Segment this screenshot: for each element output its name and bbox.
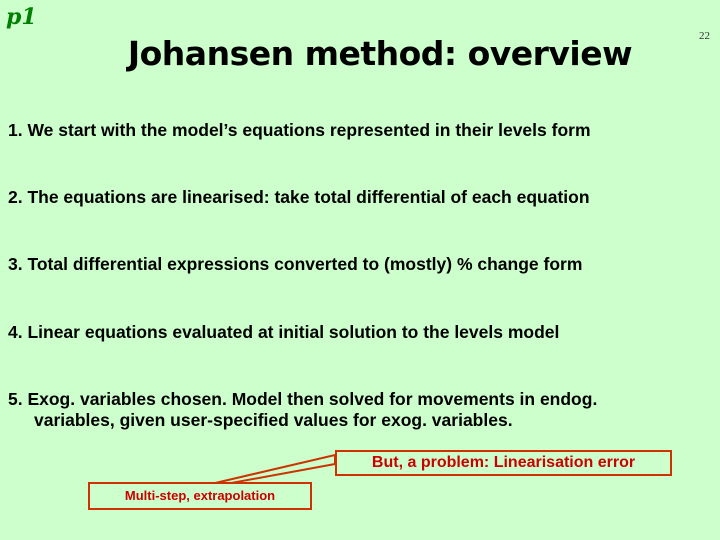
point-text-continued: variables, given user-specified values for exog. variables. [34,410,513,430]
slide-tag: p1 [6,4,37,30]
point-text: 3. Total differential expressions converted to (mostly) % change form [8,254,583,274]
multi-step-callout: Multi-step, extrapolation [88,482,312,510]
page-number: 22 [699,30,710,42]
point-text: 5. Exog. variables chosen. Model then solved for movements in endog. [8,389,598,409]
point-text: 1. We start with the model’s equations represented in their levels form [8,120,591,140]
point-text: 4. Linear equations evaluated at initial solution to the levels model [8,322,560,342]
point-text: 2. The equations are linearised: take total differential of each equation [8,187,590,207]
page-title: Johansen method: overview [127,34,633,73]
linearisation-error-callout: But, a problem: Linearisation error [335,450,672,476]
